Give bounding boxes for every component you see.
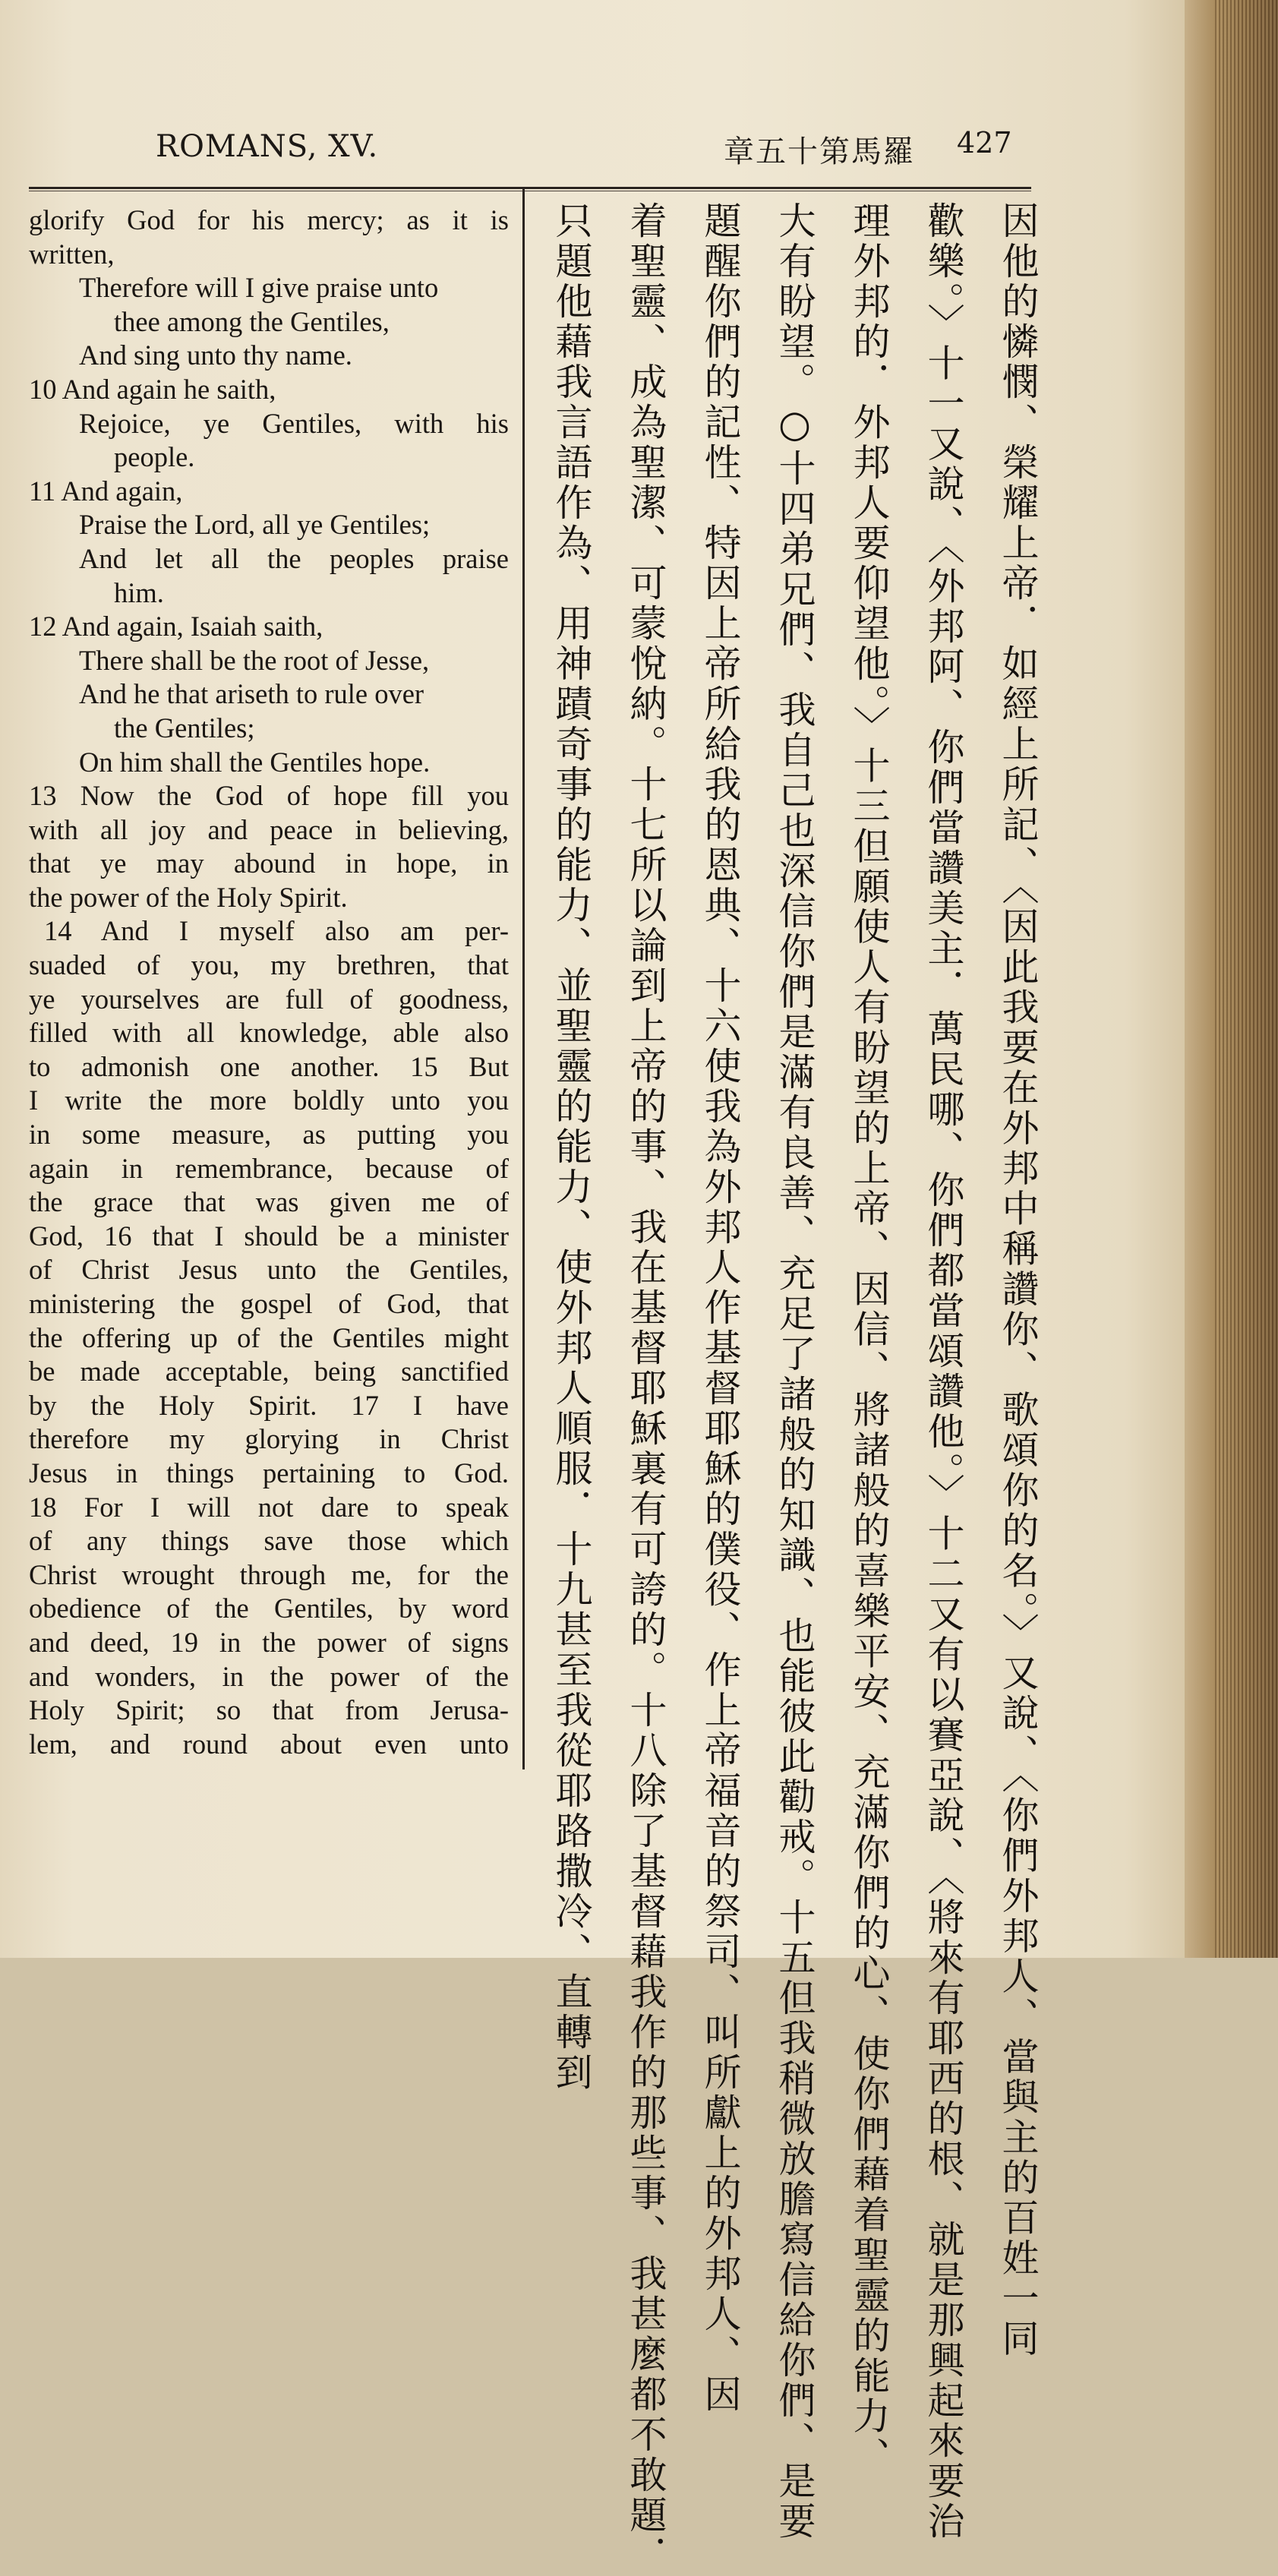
english-line: And sing unto thy name. (79, 339, 352, 371)
chinese-column-line: 理外邦的．外邦人要仰望他。〉十三但願使人有盼望的上帝、因信、將諸般的喜樂平安、充滿你們的心、使你們藉着聖靈的能力、 (847, 201, 891, 2477)
chinese-column-line: 因他的憐憫、榮耀上帝．如經上所記、〈因此我要在外邦中稱讚你、歌頌你的名。〉又說、〈你們外邦人、當與主的百姓一同 (996, 201, 1040, 2360)
running-head-chinese: 章五十第馬羅 (724, 134, 915, 169)
page-number: 427 (957, 126, 1012, 159)
english-line: by the Holy Spirit. 17 I have (29, 1389, 509, 1421)
english-line: 12 And again, Isaiah saith, (29, 611, 323, 642)
english-line: that ye may abound in hope, in (29, 848, 509, 879)
english-column (29, 204, 509, 1761)
page-edge-lines (1215, 0, 1278, 1958)
running-head-english: ROMANS, XV. (156, 129, 379, 164)
english-line: God, 16 that I should be a minister (29, 1220, 509, 1252)
english-line: the power of the Holy Spirit. (29, 881, 348, 913)
english-line: of Christ Jesus unto the Gentiles, (29, 1254, 509, 1286)
english-line: 13 Now the God of hope fill you (29, 780, 509, 812)
english-line: written, (29, 238, 115, 270)
chinese-column-line: 歡樂。〉十一又說、〈外邦阿、你們當讚美主．萬民哪、你們都當頌讚他。〉十二又有以賽亞說、〈將來有耶西的根、就是那興起來要治 (922, 201, 965, 2542)
english-line: On him shall the Gentiles hope. (79, 746, 431, 778)
english-line: people. (114, 441, 195, 473)
english-line: Jesus in things pertaining to God. (29, 1457, 509, 1488)
chinese-column-line: 着聖靈、成為聖潔、可蒙悅納。十七所以論到上帝的事、我在基督耶穌裏有可誇的。十八除了基督藉我作的那些事、我甚麼都不敢題． (624, 201, 667, 2576)
english-line: therefore my glorying in Christ (29, 1423, 509, 1455)
english-line: of any things save those which (29, 1525, 509, 1557)
english-line: him. (114, 576, 164, 608)
chinese-column-line: 大有盼望。○十四弟兄們、我自己也深信你們是滿有良善、充足了諸般的知識、也能彼此勸戒。十五但我稍微放膽寫信給你們、是要 (773, 201, 816, 2542)
english-line: with all joy and peace in believing, (29, 813, 509, 845)
english-line: in some measure, as putting you (29, 1119, 509, 1151)
english-line: the grace that was given me of (29, 1186, 509, 1218)
english-line: 18 For I will not dare to speak (29, 1491, 509, 1523)
english-line: There shall be the root of Jesse, (79, 644, 430, 676)
english-line: the offering up of the Gentiles might (29, 1321, 509, 1353)
english-line: 10 And again he saith, (29, 373, 276, 405)
english-line: and wonders, in the power of the (29, 1660, 509, 1692)
english-line: And let all the peoples praise (79, 542, 509, 574)
english-line: Rejoice, ye Gentiles, with his (79, 407, 509, 439)
english-line: I write the more boldly unto you (29, 1084, 509, 1116)
english-line: glorify God for his mercy; as it is (29, 204, 509, 235)
chinese-column-line: 只題他藉我言語作為、用神蹟奇事的能力、並聖靈的能力、使外邦人順服．十九甚至我從耶路撒冷、直轉到 (550, 201, 593, 2093)
english-line: again in remembrance, because of (29, 1152, 509, 1184)
column-divider (522, 188, 525, 1769)
header-rule (29, 187, 1031, 189)
chinese-column-block (532, 201, 1056, 2576)
english-line: And he that ariseth to rule over (79, 678, 424, 710)
english-line: and deed, 19 in the power of signs (29, 1626, 509, 1658)
english-line: Praise the Lord, all ye Gentiles; (79, 509, 431, 541)
english-line: thee among the Gentiles, (114, 305, 390, 337)
english-line: filled with all knowledge, able also (29, 1017, 509, 1049)
chinese-column-line: 題醒你們的記性、特因上帝所給我的恩典、十六使我為外邦人作基督耶穌的僕役、作上帝福音的祭司、叫所獻上的外邦人、因 (699, 201, 742, 2415)
english-line: Christ wrought through me, for the (29, 1558, 509, 1590)
english-line: to admonish one another. 15 But (29, 1050, 509, 1082)
english-line: 14 And I myself also am per- (44, 915, 509, 947)
english-line: Holy Spirit; so that from Jerusa- (29, 1694, 509, 1726)
english-line: ye yourselves are full of goodness, (29, 983, 509, 1015)
english-line: suaded of you, my brethren, that (29, 949, 509, 981)
english-line: the Gentiles; (114, 712, 255, 743)
english-line: ministering the gospel of God, that (29, 1288, 509, 1319)
english-line: be made acceptable, being sanctified (29, 1356, 509, 1387)
english-line: obedience of the Gentiles, by word (29, 1593, 509, 1624)
english-line: Therefore will I give praise unto (79, 272, 439, 304)
english-line: 11 And again, (29, 475, 183, 507)
english-line: lem, and round about even unto (29, 1728, 509, 1760)
